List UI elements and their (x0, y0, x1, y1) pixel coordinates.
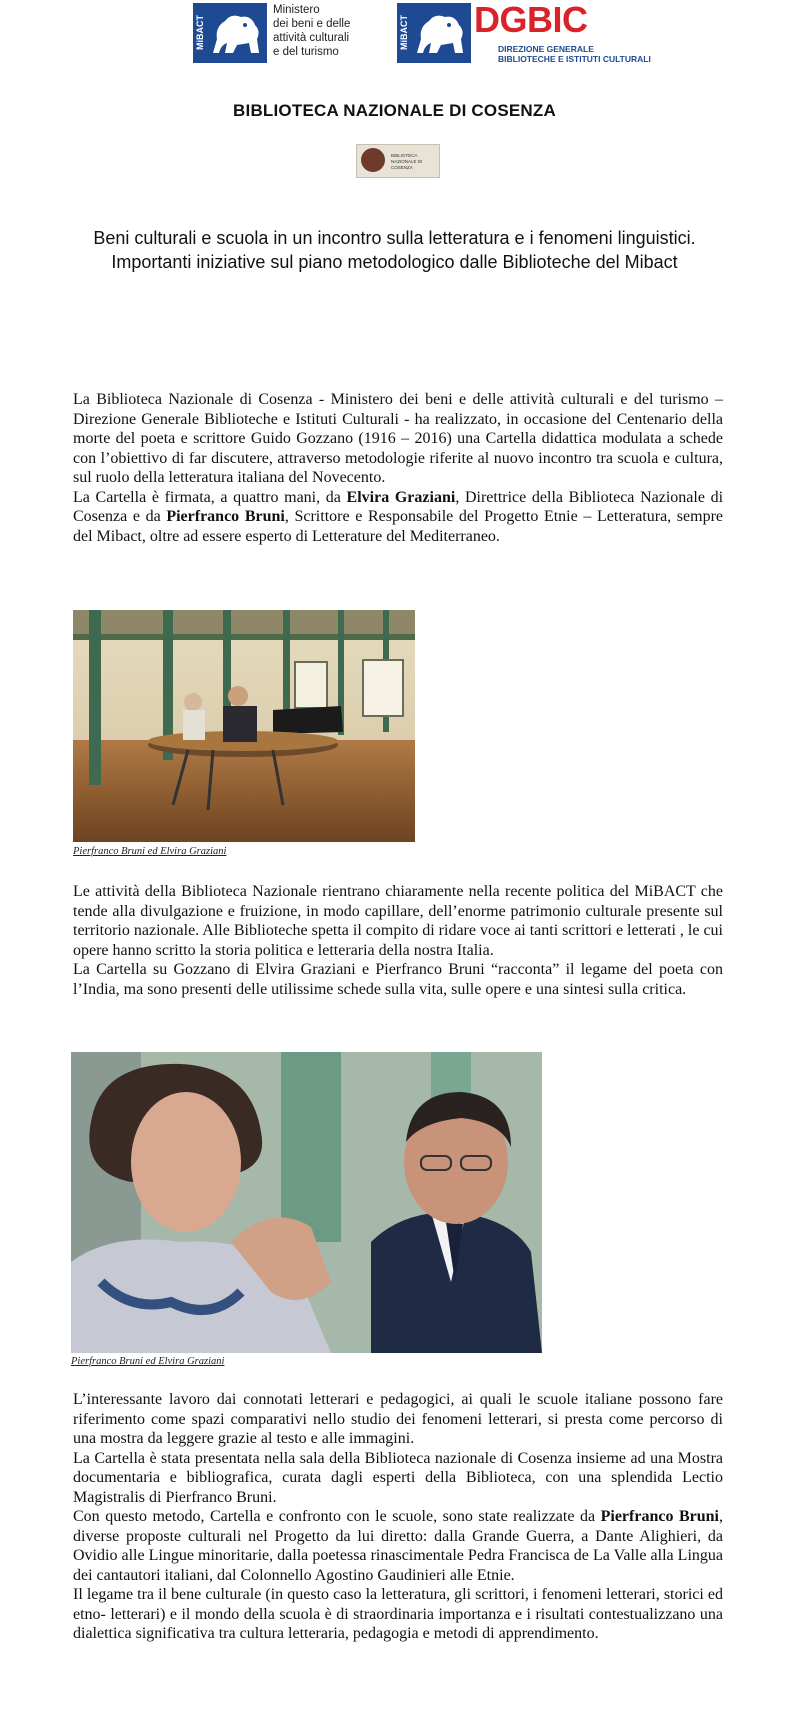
author-name: Elvira Graziani (346, 488, 456, 506)
text-span: La Cartella è firmata, a quattro mani, da (73, 488, 347, 506)
dgbic-logo-text: MiBACT (399, 15, 409, 51)
dgbic-logo (397, 3, 471, 63)
ministry-line: Ministero (273, 4, 320, 16)
section-3 (73, 1390, 723, 1644)
dgbic-subtitle (498, 44, 651, 64)
dgbic-sub-line: BIBLIOTECHE E ISTITUTI CULTURALI (498, 54, 651, 64)
section-1 (73, 390, 723, 546)
dgbic-title: DGBIC (474, 0, 588, 40)
paragraph: La Cartella è stata presentata nella sala della Biblioteca nazionale di Cosenza insieme ad una Mostra documentaria e bibliografica, curata dagli esperti della Biblioteca, con una splendida Lectio Magistralis di Pierfranco Bruni. (73, 1449, 723, 1506)
section-2 (73, 882, 723, 999)
text-span: , diverse proposte culturali nel Progetto da lui diretto: dalla Grande Guerra, a Dante Alighieri, da Ovidio alle Lingue minoritarie, dalla poetessa rinascimentale Pedra Francisca de La Valle alla Lingua dei cantautori italiani, dal Colonnello Agostino Gaudinieri alle Etnie. (73, 1508, 723, 1584)
library-small-logo (356, 144, 440, 178)
photo-conference-room (73, 610, 415, 842)
paragraph: L’interessante lavoro dai connotati letterari e pedagogici, ai quali le scuole italiane possono fare riferimento come spazi comparativi nello studio dei fenomeni letterari, si presta come percorso di una mostra da leggere grazie al testo e alle immagini. (73, 1391, 723, 1447)
author-name: Pierfranco Bruni (166, 508, 285, 525)
paragraph (73, 1507, 723, 1585)
author-name: Pierfranco Bruni (600, 1508, 719, 1525)
conference-room-image (73, 610, 415, 842)
ministry-line: dei beni e delle (273, 18, 351, 30)
text-span: , Scrittore e Responsabile del Progetto Etnie – Letteratura, sempre del Mibact, oltre ad essere esperto di Letterature del Mediterraneo. (73, 508, 724, 545)
photo-portrait (71, 1052, 542, 1353)
paragraph: La Cartella su Gozzano di Elvira Graziani e Pierfranco Bruni “racconta” il legame del poeta con l’India, ma sono presenti delle utilissime schede sulla vita, sulle opere e una sintesi sulla critica. (73, 961, 723, 998)
library-title: BIBLIOTECA NAZIONALE DI COSENZA (233, 101, 556, 120)
photo1-caption: Pierfranco Bruni ed Elvira Graziani (73, 846, 227, 857)
article-subtitle: Beni culturali e scuola in un incontro sulla letteratura e i fenomeni linguistici. Importanti iniziative sul piano metodologico dalle Biblioteche del Mibact (93, 228, 696, 272)
portrait-image (71, 1052, 542, 1353)
paragraph: La Biblioteca Nazionale di Cosenza - Ministero dei beni e delle attività culturali e del turismo – Direzione Generale Biblioteche e Istituti Culturali - ha realizzato, in occasione del Centenario della morte del poeta e scrittore Guido Gozzano (1916 – 2016) una Cartella didattica modulata a schede con l’obiettivo di far discutere, attraverso metodologie riferite al nuovo incontro tra scuola e cultura, sul ruolo della letteratura italiana del Novecento. (73, 391, 723, 486)
paragraph: Il legame tra il bene culturale (in questo caso la letteratura, gli scrittori, i fenomeni letterari, storici ed etno- letterari) e il mondo della scuola è di straordinaria importanza e i risultati contestualizzano una dialettica significativa tra cultura letteraria, pedagogia e metodi di apprendimento. (73, 1586, 723, 1642)
text-span: Con questo metodo, Cartella e confronto con le scuole, sono state realizzate da (73, 1508, 601, 1525)
mibact-logo-text: MiBACT (195, 15, 205, 51)
ministry-line: attività culturali (273, 32, 350, 44)
mibact-logo (193, 3, 267, 63)
lion-icon (411, 9, 467, 59)
paragraph: Le attività della Biblioteca Nazionale rientrano chiaramente nella recente politica del MiBACT che tende alla divulgazione e fruizione, in modo capillare, dell’enorme patrimonio culturale presente sul territorio nazionale. Alle Biblioteche spetta il compito di ridare voce ai tanti scrittori e letterati , le cui opere hanno scritto la storia politica e letteraria della nostra Italia. (73, 883, 723, 959)
lion-icon (207, 9, 263, 59)
page-header (0, 0, 789, 75)
paragraph (73, 488, 723, 547)
small-logo-text: BIBLIOTECA NAZIONALE DI COSENZA (391, 153, 423, 170)
ministry-line: e del turismo (273, 46, 339, 58)
dgbic-sub-line: DIREZIONE GENERALE (498, 44, 594, 54)
text-span: , Direttrice della Biblioteca Nazionale di Cosenza e da (73, 488, 724, 525)
photo2-caption: Pierfranco Bruni ed Elvira Graziani (71, 1356, 225, 1367)
ministry-name (273, 3, 373, 59)
seal-icon (361, 148, 385, 172)
